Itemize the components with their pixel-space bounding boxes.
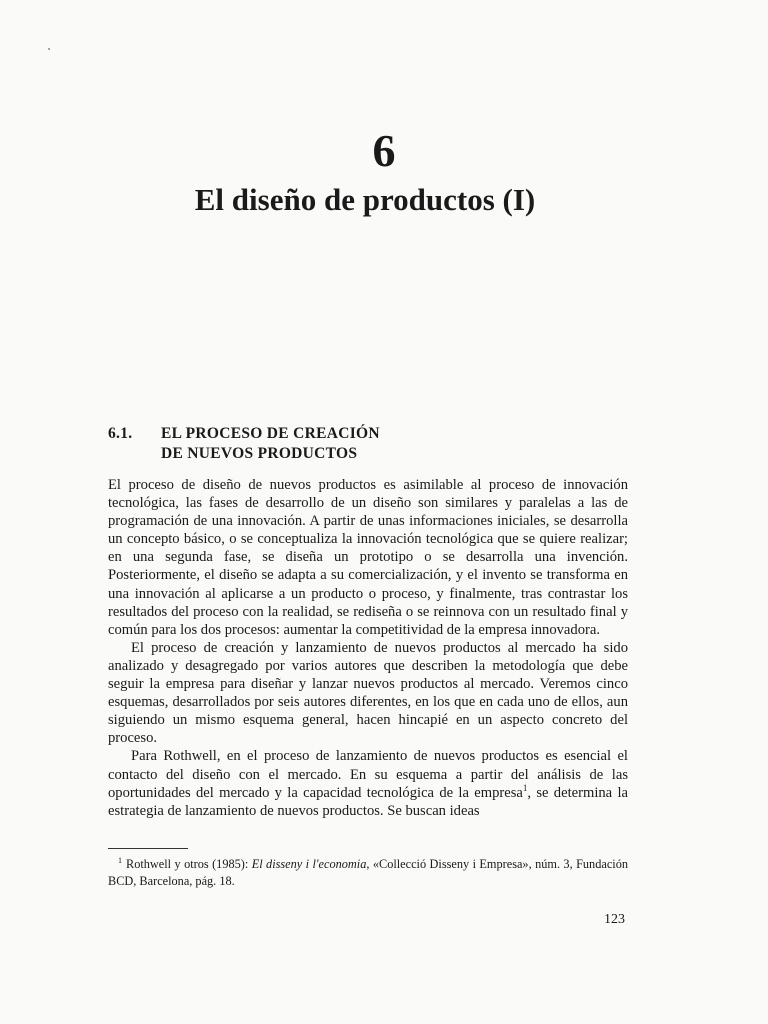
chapter-number: 6 (372, 125, 396, 176)
footnote-mark: 1 (118, 855, 122, 865)
footnote (108, 856, 628, 890)
paragraph-3-text-a: Para Rothwell, en el proceso de lanzamiento de nuevos productos es esencial el contacto del diseño con el mercado. En su esquema a partir del análisis de las oportunidades del mercado y la capacidad tecnológica de la empresa (108, 748, 628, 801)
footnote-divider (108, 848, 188, 849)
paragraph-1: El proceso de diseño de nuevos productos es asimilable al proceso de innovación tecnológica, las fases de desarrollo de un diseño son similares y paralelas a las de programación de una innovación. A partir de unas informaciones iniciales, se desarrolla un concepto básico, o se conceptualiza la innovación tecnológica que se quiere realizar; en una segunda fase, se diseña un prototipo o se desarrolla una invención. Posteriormente, el diseño se adapta a su comercialización, y el invento se transforma en una innovación al aplicarse a un producto o proceso, y finalmente, tras contrastar los resultados del proceso con la realidad, se rediseña o se reinnova con un resultado final y común para los dos procesos: aumentar la competitividad de la empresa innovadora. (108, 477, 628, 638)
page-number: 123 (604, 912, 625, 927)
footnote-reference: 1 (522, 782, 528, 793)
paragraph-3 (108, 747, 628, 819)
paragraph-3-text-b: , se determina la estrategia de lanzamiento de nuevos productos. Se buscan ideas (108, 784, 628, 819)
paragraph-2: El proceso de creación y lanzamiento de nuevos productos al mercado ha sido analizado y desagregado por varios autores que describen la metodología que debe seguir la empresa para diseñar y lanzar nuevos productos al mercado. Veremos cinco esquemas, desarrollados por seis autores diferentes, en los que en cada uno de ellos, aun siguiendo un mismo esquema general, hacen hincapié en un aspecto concreto del proceso. (108, 639, 628, 747)
section-title-line-1: EL PROCESO DE CREACIÓN (161, 425, 380, 442)
chapter-title: El diseño de productos (I) (194, 182, 536, 217)
section-title-line-2: DE NUEVOS PRODUCTOS (161, 445, 358, 462)
section-number: 6.1. (108, 425, 133, 442)
footnote-rest: , «Collecció Disseny i Empresa», núm. 3, Fundación BCD, Barcelona, pág. 18. (108, 857, 628, 888)
scan-speck (48, 48, 50, 50)
body-text (108, 476, 628, 820)
footnote-lead: Rothwell y otros (1985): (126, 857, 252, 871)
footnote-work-title: El disseny i l'economia (251, 857, 367, 871)
